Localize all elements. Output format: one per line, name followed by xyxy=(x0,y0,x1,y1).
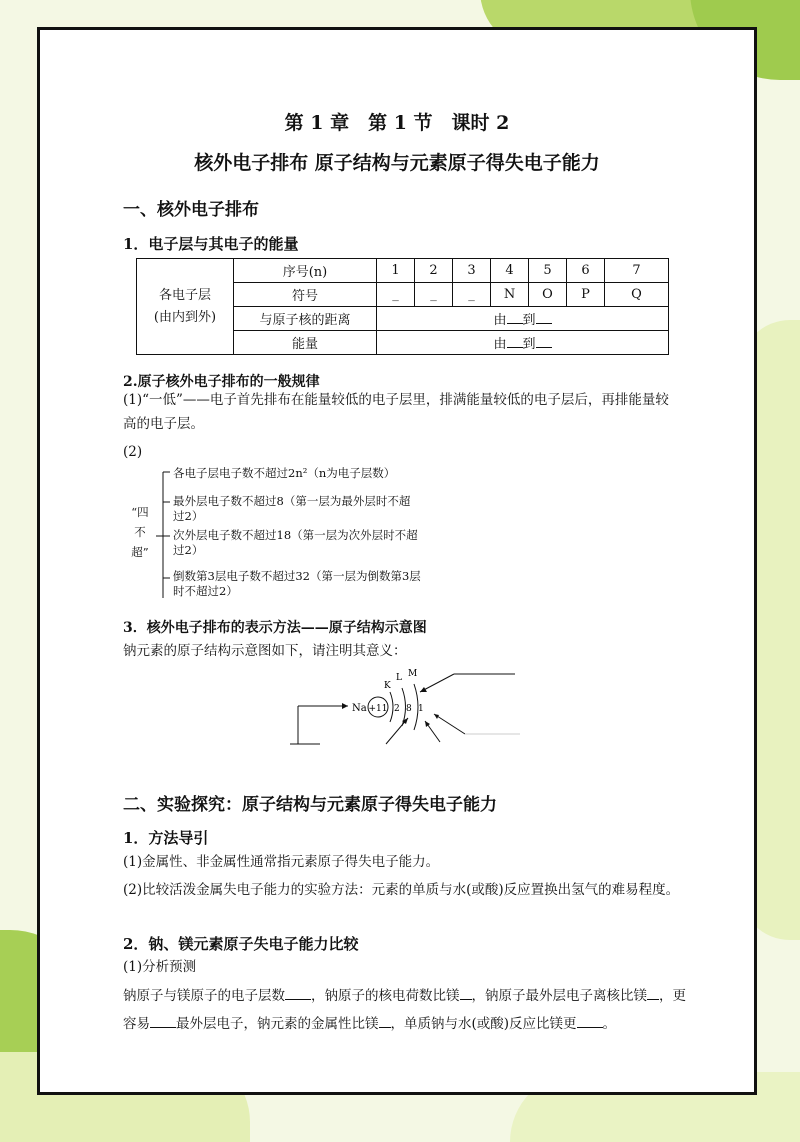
seq-cell: 1 xyxy=(377,259,415,283)
seq-cell: 7 xyxy=(605,259,669,283)
answer-blank[interactable] xyxy=(285,999,311,1000)
answer-blank[interactable] xyxy=(577,1027,603,1028)
distance-label: 与原子核的距离 xyxy=(234,307,377,331)
brace-line xyxy=(153,466,173,606)
symbol-cell: O xyxy=(529,283,567,307)
part1-heading: 一、核外电子排布 xyxy=(123,200,259,220)
seq-cell: 6 xyxy=(567,259,605,283)
section2-heading: 2.原子核外电子排布的一般规律 xyxy=(123,374,320,390)
shell-label: K xyxy=(384,681,391,691)
energy-value: 由 到 xyxy=(377,331,669,355)
section1-heading: 1．电子层与其电子的能量 xyxy=(123,235,299,253)
analysis-label: (1)分析预测 xyxy=(123,959,197,975)
symbol-cell: N xyxy=(491,283,529,307)
seq-cell: 2 xyxy=(415,259,453,283)
chapter-title: 第 1 章 第 1 节 课时 2 xyxy=(284,112,510,134)
answer-blank[interactable] xyxy=(647,999,659,1000)
sodium-atom-diagram xyxy=(290,666,540,756)
symbol-cell: Q xyxy=(605,283,669,307)
part2-heading: 二、实验探究：原子结构与元素原子得失电子能力 xyxy=(123,795,497,815)
shell-label: M xyxy=(408,669,418,679)
symbol-label: 符号 xyxy=(234,283,377,307)
four-limits-brace xyxy=(123,466,453,606)
diagram-intro: 钠元素的原子结构示意图如下，请注明其意义： xyxy=(123,643,407,659)
answer-blank[interactable] xyxy=(150,1027,176,1028)
seq-label: 序号(n) xyxy=(234,259,377,283)
element-symbol: Na xyxy=(352,703,367,714)
symbol-cell: _ xyxy=(453,283,491,307)
answer-blank[interactable] xyxy=(379,1027,391,1028)
electron-count: 2 xyxy=(394,704,400,714)
rule-one-low-text: (1)“一低”——电子首先排布在能量较低的电子层里，排满能量较低的电子层后，再排能量较高的电子层。 xyxy=(123,392,669,432)
seq-cell: 5 xyxy=(529,259,567,283)
symbol-cell: P xyxy=(567,283,605,307)
method-text-2: (2)比较活泼金属失电子能力的实验方法：元素的单质与水(或酸)反应置换出氢气的难易程度。 xyxy=(123,882,680,898)
section3-heading: 3．核外电子排布的表示方法——原子结构示意图 xyxy=(123,620,427,636)
distance-value: 由 到 xyxy=(377,307,669,331)
rule-two-label: (2) xyxy=(123,444,143,460)
answer-blank[interactable] xyxy=(460,999,472,1000)
electron-shell-table xyxy=(136,258,669,355)
table-row-header: 各电子层 (由内到外) xyxy=(137,259,234,355)
seq-cell: 3 xyxy=(453,259,491,283)
rule-item: 各电子层电子数不超过2n²（n为电子层数） xyxy=(173,466,396,480)
nucleus-charge: +11 xyxy=(368,704,388,714)
comparison-heading: 2．钠、镁元素原子失电子能力比较 xyxy=(123,935,359,953)
symbol-cell: _ xyxy=(415,283,453,307)
seq-cell: 4 xyxy=(491,259,529,283)
electron-count: 8 xyxy=(406,704,412,714)
worksheet-page xyxy=(37,27,757,1095)
electron-count: 1 xyxy=(418,704,424,714)
brace-label: “四 不 超” xyxy=(131,505,149,559)
method-heading: 1．方法导引 xyxy=(123,829,209,847)
fill-in-paragraph: 钠原子与镁原子的电子层数 ，钠原子的核电荷数比镁 ，钠原子最外层电子离核比镁 ，更容易 最外层电子，钠元素的金属性比镁 ，单质钠与水(或酸)反应比镁更 。 xyxy=(123,988,686,1032)
rule-item: 最外层电子数不超过8（第一层为最外层时不超过2） xyxy=(173,494,411,523)
rule-item: 次外层电子数不超过18（第一层为次外层时不超过2） xyxy=(173,528,418,557)
symbol-cell: _ xyxy=(377,283,415,307)
energy-label: 能量 xyxy=(234,331,377,355)
shell-label: L xyxy=(396,673,402,683)
rule-item: 倒数第3层电子数不超过32（第一层为倒数第3层时不超过2） xyxy=(173,569,421,598)
chapter-subtitle: 核外电子排布 原子结构与元素原子得失电子能力 xyxy=(194,152,600,174)
method-text-1: (1)金属性、非金属性通常指元素原子得失电子能力。 xyxy=(123,854,440,870)
